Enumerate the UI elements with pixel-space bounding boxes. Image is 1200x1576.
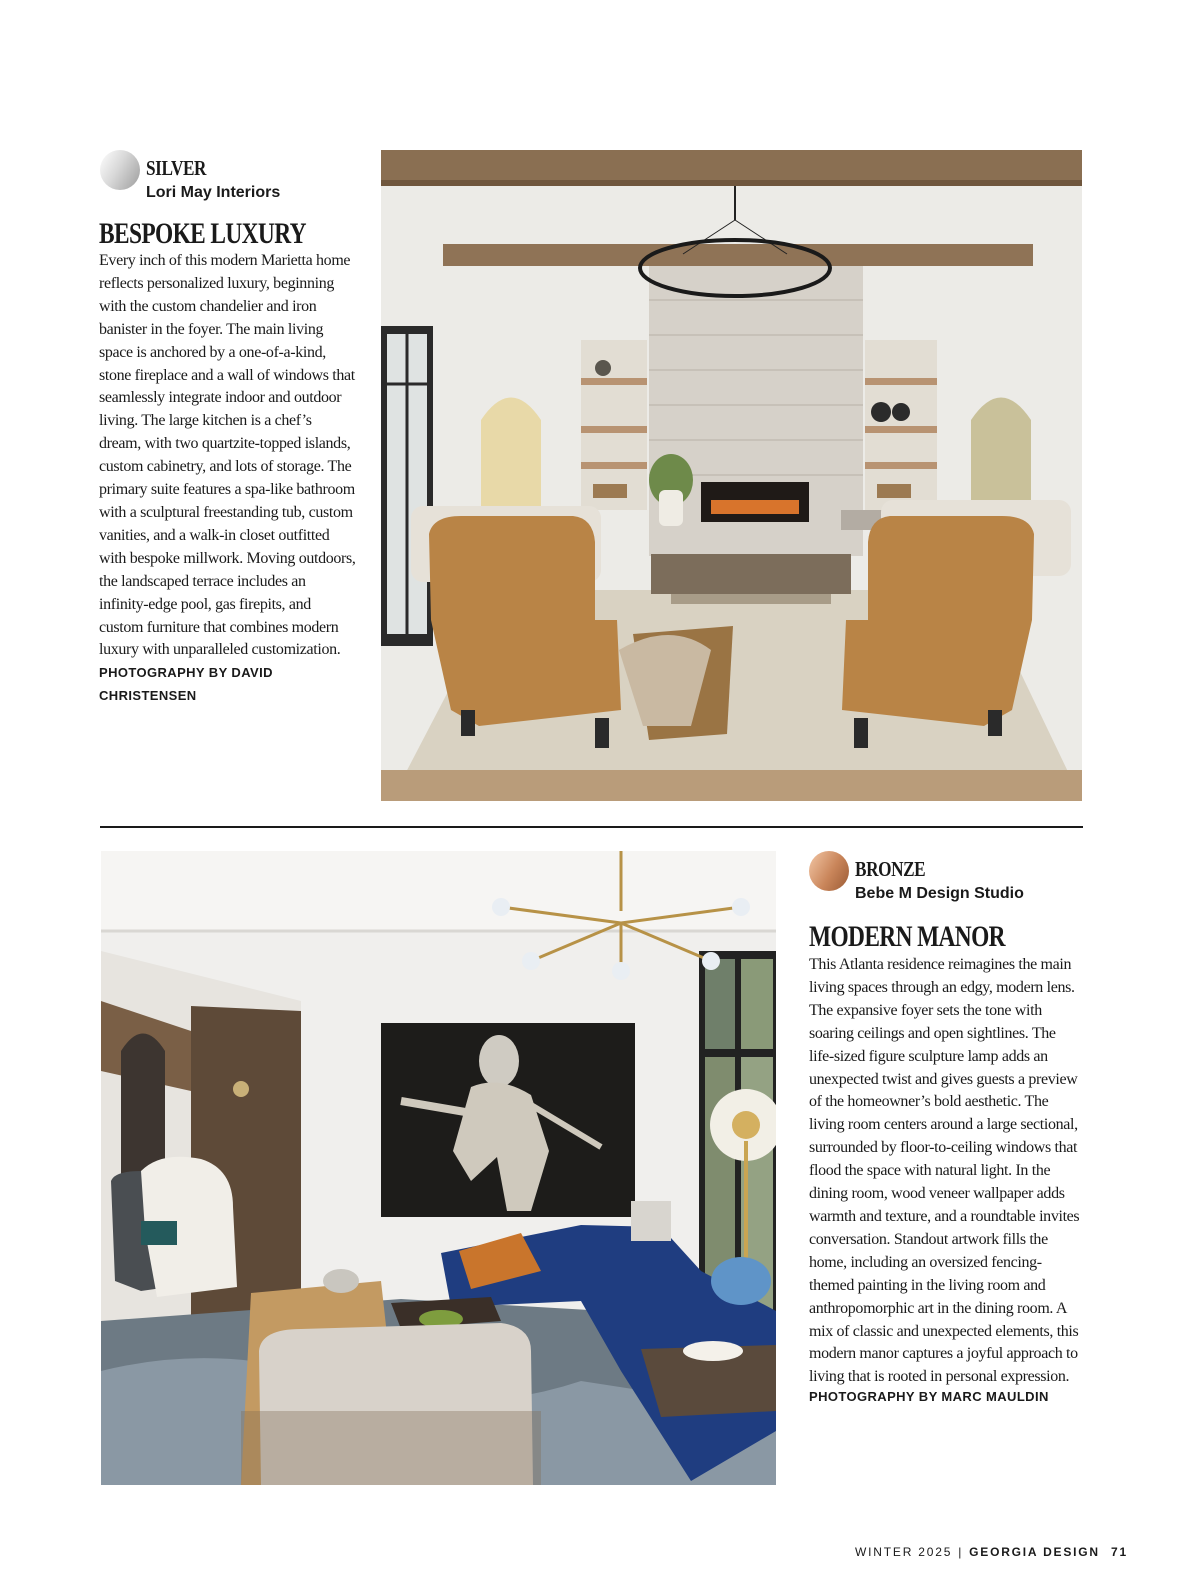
footer-separator: | [958, 1545, 964, 1559]
footer-page-number: 71 [1111, 1545, 1128, 1559]
photo-credit-bronze: PHOTOGRAPHY BY MARC MAULDIN [809, 1389, 1049, 1405]
bronze-medal-icon [809, 851, 849, 891]
headline-modern-manor: MODERN MANOR [809, 920, 1005, 953]
article-body-silver: Every inch of this modern Marietta home reflects personalized luxury, beginning with the custom chandelier and iron banister in the foyer. The main living space is anchored by a one-of-a-kind, stone fireplace and a wall of windows that seamlessly integrate indoor and outdoor living. The large kitchen is a chef’s dream, with two quartzite-topped islands, custom cabinetry, and lots of storage. The primary suite features a spa-like bathroom with a sculptural freestanding tub, custom vanities, and a walk-in closet outfitted with bespoke millwork. Moving outdoors, the landscaped terrace includes an infinity-edge pool, gas firepits, and custom furniture that combines modern luxury with unparalleled customization. [99, 252, 356, 659]
article-silver [99, 250, 357, 708]
section-divider [100, 826, 1083, 828]
article-bronze [809, 954, 1081, 1404]
award-level-bronze: BRONZE [855, 857, 926, 881]
firm-name-bronze: Bebe M Design Studio [855, 885, 1024, 902]
firm-name-silver: Lori May Interiors [146, 184, 281, 201]
silver-medal-icon [100, 150, 140, 190]
photo-credit-silver: PHOTOGRAPHY BY DAVID CHRISTENSEN [99, 665, 273, 704]
photo-living-room-fireplace [381, 150, 1082, 801]
footer-magazine: GEORGIA DESIGN [969, 1545, 1100, 1559]
photo-living-room-fencing-painting [101, 851, 776, 1485]
article-body-bronze: This Atlanta residence reimagines the main living spaces through an edgy, modern lens. The expansive foyer sets the tone with soaring ceilings and open sightlines. The life-sized figure sculpture lamp adds an unexpected twist and gives guests a preview of the homeowner’s bold aesthetic. The living room centers around a large sectional, surrounded by floor-to-ceiling windows that flood the space with natural light. In the dining room, wood veneer wallpaper adds warmth and texture, and a roundtable invites conversation. Standout artwork fills the home, including an oversized fencing-themed painting in the living room and anthropomorphic art in the dining room. A mix of classic and unexpected elements, this modern manor captures a joyful approach to living that is rooted in personal expression. [809, 956, 1080, 1386]
award-level-silver: SILVER [146, 156, 207, 180]
headline-bespoke-luxury: BESPOKE LUXURY [99, 217, 306, 250]
footer-issue: WINTER 2025 [855, 1545, 953, 1559]
page-footer [855, 1545, 1128, 1559]
